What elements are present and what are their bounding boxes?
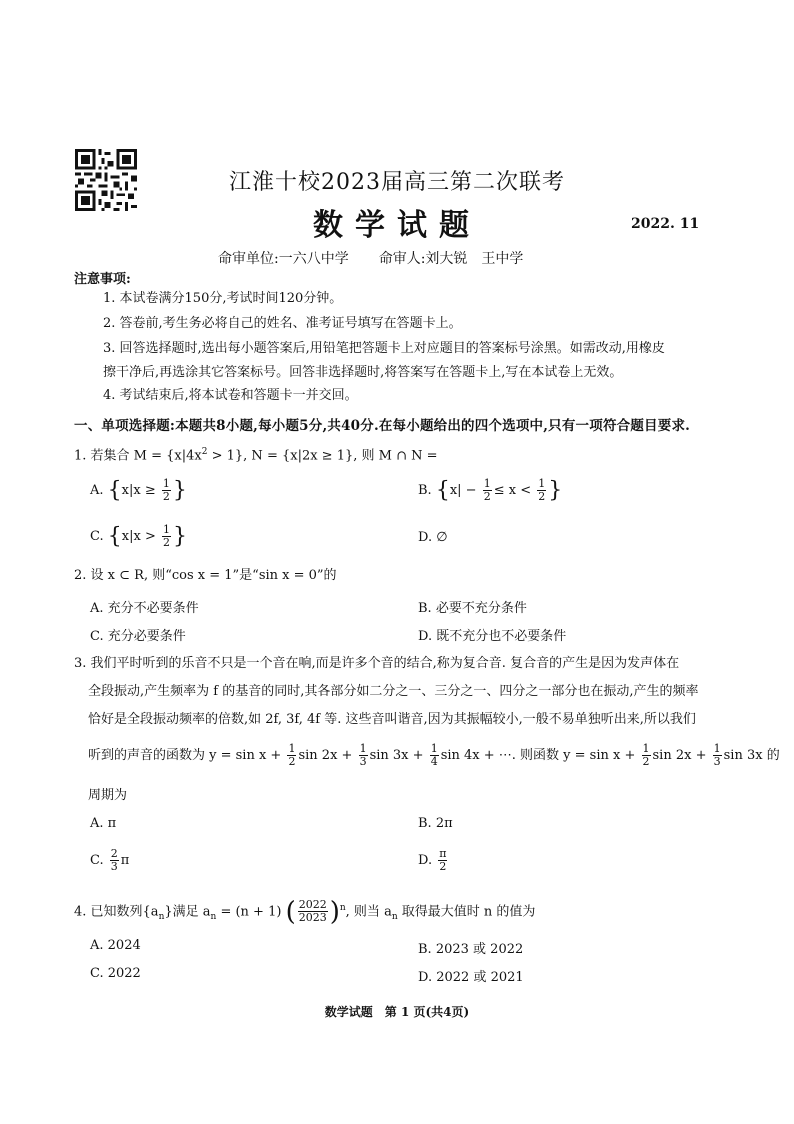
question-4-option-b: B. 2023 或 2022 (418, 942, 524, 957)
question-2-option-a: A. 充分不必要条件 (90, 601, 199, 616)
exam-date: 2022. 11 (631, 216, 700, 232)
question-4-option-d: D. 2022 或 2021 (418, 970, 524, 985)
note-item: 4. 考试结束后,将本试卷和答题卡一并交回。 (103, 388, 358, 403)
exam-title: 江淮十校2023届高三第二次联考 (229, 170, 565, 195)
author-line (218, 248, 553, 268)
subject-title: 数学试题 (313, 208, 481, 243)
section-heading: 一、单项选择题:本题共8小题,每小题5分,共40分.在每小题给出的四个选项中,只有一项符合题目要求. (74, 418, 691, 434)
question-2-option-c: C. 充分必要条件 (90, 629, 186, 644)
note-item: 擦干净后,再选涂其它答案标号。回答非选择题时,将答案写在答题卡上,写在本试卷上无效。 (103, 365, 623, 380)
question-3-option-a: A. π (90, 816, 117, 831)
note-item: 2. 答卷前,考生务必将自己的姓名、准考证号填写在答题卡上。 (103, 316, 462, 331)
question-1-option-a: A. {x|x ≥ $\frac{1}{2}$ } (90, 477, 187, 503)
question-1-option-c: C. {x|x > $\frac{1}{2}$ } (90, 523, 187, 549)
reviewers-label: 命审人:刘大锐 王中学 (378, 251, 524, 267)
question-4-option-c: C. 2022 (90, 966, 141, 981)
unit-label: 命审单位:一六八中学 (218, 251, 349, 267)
question-2-stem: 2. 设 x ⊂ R, 则“cos x = 1”是“sin x = 0”的 (74, 568, 337, 583)
question-3-tail: 周期为 (88, 788, 128, 803)
question-4-option-a: A. 2024 (90, 938, 141, 953)
question-3-formula-line: 听到的声音的函数为 y = sin x + $\frac{1}{2}$ sin 2x + $\frac{1}{3}$ sin 3x + $\frac{1}{4}$ sin 4x + ⋯. 则函数 y = sin x + $\frac{1}{2}$ sin 2x + $\frac{1}{3}$ sin 3x 的 (88, 742, 780, 768)
question-2-option-b: B. 必要不充分条件 (418, 601, 527, 616)
page-footer: 数学试题 第 1 页(共4页) (324, 1005, 470, 1019)
question-1-option-b: B. {x| − $\frac{1}{2}$ ≤ x < $\frac{1}{2}$ } (418, 477, 563, 503)
question-1-stem: 1. 若集合 $M = \{x|4x^2 > 1\}$, N = {x|2x ≥ 1}, 则 M ∩ N = (74, 447, 438, 464)
note-item: 3. 回答选择题时,选出每小题答案后,用铅笔把答题卡上对应题目的答案标号涂黑。如需改动,用橡皮 (103, 341, 665, 356)
note-item: 1. 本试卷满分150分,考试时间120分钟。 (103, 291, 343, 306)
question-2-option-d: D. 既不充分也不必要条件 (418, 629, 567, 644)
question-3-option-c: C. $\frac{2}{3}$ π (90, 847, 130, 873)
question-3-line: 全段振动,产生频率为 f 的基音的同时,其各部分如二分之一、三分之一、四分之一部分也在振动,产生的频率 (88, 684, 699, 699)
question-3-line: 3. 我们平时听到的乐音不只是一个音在响,而是许多个音的结合,称为复合音. 复合音的产生是因为发声体在 (74, 656, 680, 671)
question-3-line: 恰好是全段振动频率的倍数,如 2f, 3f, 4f 等. 这些音叫谐音,因为其振幅较小,一般不易单独听出来,所以我们 (88, 712, 696, 727)
question-3-option-d: D. $\frac{\pi}{2}$ (418, 847, 447, 873)
notes-heading: 注意事项: (74, 272, 131, 287)
question-1-option-d: D. ∅ (418, 530, 448, 545)
question-4-stem: 4. 已知数列$\{a_n\}$满足 $a_n = (n + 1)$ ( $\frac{2022}{2023}$ )$^n$, 则当 $a_n$ 取得最大值时 n 的值为 (74, 896, 536, 927)
question-3-option-b: B. 2π (418, 816, 453, 831)
